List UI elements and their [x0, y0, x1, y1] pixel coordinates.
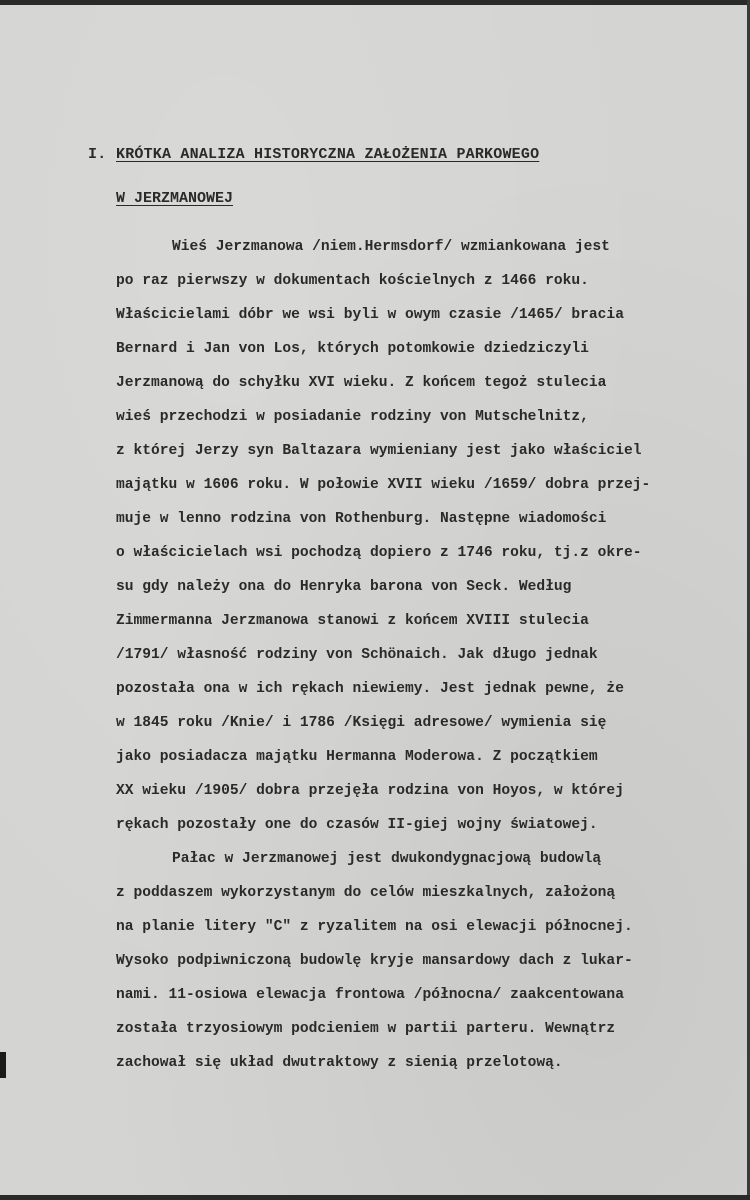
text-line: w 1845 roku /Knie/ i 1786 /Księgi adresowe/ wymienia się — [116, 715, 607, 731]
section-title-line1: KRÓTKA ANALIZA HISTORYCZNA ZAŁOŻENIA PARKOWEGO — [116, 146, 540, 163]
text-line: pozostała ona w ich rękach niewiemy. Jest jednak pewne, że — [116, 681, 624, 697]
text-line: na planie litery "C" z ryzalitem na osi elewacji północnej. — [116, 919, 633, 935]
text-line: Zimmermanna Jerzmanowa stanowi z końcem XVIII stulecia — [116, 613, 589, 629]
text-line: majątku w 1606 roku. W połowie XVII wieku /1659/ dobra przej- — [116, 477, 651, 493]
text-line: muje w lenno rodzina von Rothenburg. Następne wiadomości — [116, 511, 607, 527]
text-line: Wysoko podpiwniczoną budowlę kryje mansardowy dach z lukar- — [116, 953, 633, 969]
text-line: z której Jerzy syn Baltazara wymieniany jest jako właściciel — [116, 443, 642, 459]
scan-edge-mark — [0, 1052, 6, 1078]
section-title-line2: W JERZMANOWEJ — [116, 190, 234, 207]
text-line: wieś przechodzi w posiadanie rodziny von Mutschelnitz, — [116, 409, 589, 425]
text-line: Bernard i Jan von Los, których potomkowie dziedziczyli — [116, 341, 589, 357]
text-line: zachował się układ dwutraktowy z sienią przelotową. — [116, 1055, 563, 1071]
section-number: I. — [88, 146, 107, 163]
text-line: su gdy należy ona do Henryka barona von Seck. Według — [116, 579, 572, 595]
text-line: rękach pozostały one do czasów II-giej wojny światowej. — [116, 817, 598, 833]
text-line: /1791/ własność rodziny von Schönaich. Jak długo jednak — [116, 647, 598, 663]
text-line: XX wieku /1905/ dobra przejęła rodzina von Hoyos, w której — [116, 783, 624, 799]
text-line: nami. 11-osiowa elewacja frontowa /północna/ zaakcentowana — [116, 987, 624, 1003]
text-line: Wieś Jerzmanowa /niem.Hermsdorf/ wzmiankowana jest — [172, 239, 610, 255]
text-line: Jerzmanową do schyłku XVI wieku. Z końcem tegoż stulecia — [116, 375, 607, 391]
text-line: została trzyosiowym podcieniem w partii parteru. Wewnątrz — [116, 1021, 616, 1037]
text-line: jako posiadacza majątku Hermanna Moderowa. Z początkiem — [116, 749, 598, 765]
text-line: o właścicielach wsi pochodzą dopiero z 1746 roku, tj.z okre- — [116, 545, 642, 561]
text-line: Właścicielami dóbr we wsi byli w owym czasie /1465/ bracia — [116, 307, 624, 323]
scan-edge-top — [0, 0, 750, 5]
text-line: po raz pierwszy w dokumentach kościelnych z 1466 roku. — [116, 273, 589, 289]
body-text — [116, 230, 746, 1080]
text-line: z poddaszem wykorzystanym do celów mieszkalnych, założoną — [116, 885, 616, 901]
section-heading — [88, 146, 539, 163]
text-line: Pałac w Jerzmanowej jest dwukondygnacjową budowlą — [172, 851, 602, 867]
scan-edge-bottom — [0, 1195, 750, 1200]
